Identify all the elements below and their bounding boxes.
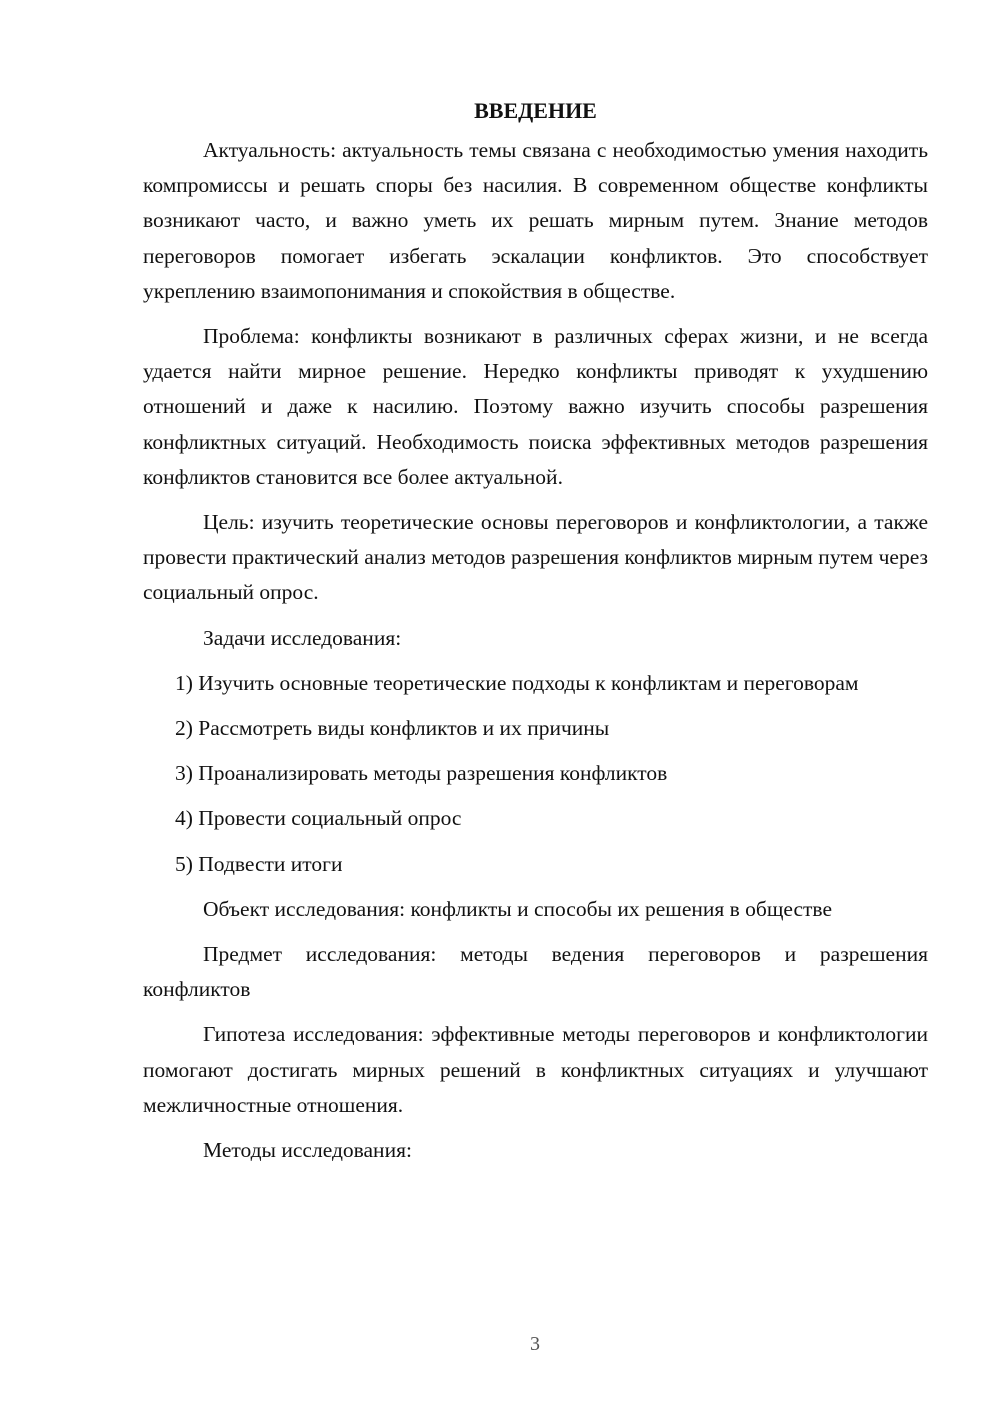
task-item-2: 2) Рассмотреть виды конфликтов и их причины — [175, 716, 610, 741]
tasks-heading: Задачи исследования: — [203, 625, 402, 650]
page-content — [143, 95, 928, 1178]
task-item-4: 4) Провести социальный опрос — [175, 806, 462, 831]
methods-heading: Методы исследования: — [203, 1138, 412, 1163]
task-item-3: 3) Проанализировать методы разрешения конфликтов — [175, 761, 668, 786]
paragraph-problem: Проблема: конфликты возникают в различных сферах жизни, и не всегда удается найти мирное решение. Нередко конфликты приводят к ухудшению отношений и даже к насилию. Поэтому важно изучить способы разрешения конфликтных ситуаций. Необходимость поиска эффективных методов разрешения конфликтов становится все более актуальной. — [143, 324, 928, 489]
task-item-1: 1) Изучить основные теоретические подходы к конфликтам и переговорам — [175, 670, 859, 695]
paragraph-hypothesis: Гипотеза исследования: эффективные методы переговоров и конфликтологии помогают достигать мирных решений в конфликтных ситуациях и улучшают межличностные отношения. — [143, 1022, 928, 1117]
paragraph-object: Объект исследования: конфликты и способы их решения в обществе — [203, 896, 832, 921]
task-item-5: 5) Подвести итоги — [175, 851, 343, 876]
paragraph-subject: Предмет исследования: методы ведения переговоров и разрешения конфликтов — [143, 942, 928, 1002]
paragraph-relevance: Актуальность: актуальность темы связана с необходимостью умения находить компромиссы и решать споры без насилия. В современном обществе конфликты возникают часто, и важно уметь их решать мирным путем. Знание методов переговоров помогает избегать эскалации конфликтов. Это способствует укреплению взаимопонимания и спокойствия в обществе. — [143, 138, 928, 303]
section-title: ВВЕДЕНИЕ — [474, 98, 597, 123]
page-number: 3 — [530, 1333, 540, 1355]
paragraph-goal: Цель: изучить теоретические основы переговоров и конфликтологии, а также провести практический анализ методов разрешения конфликтов мирным путем через социальный опрос. — [143, 510, 928, 605]
